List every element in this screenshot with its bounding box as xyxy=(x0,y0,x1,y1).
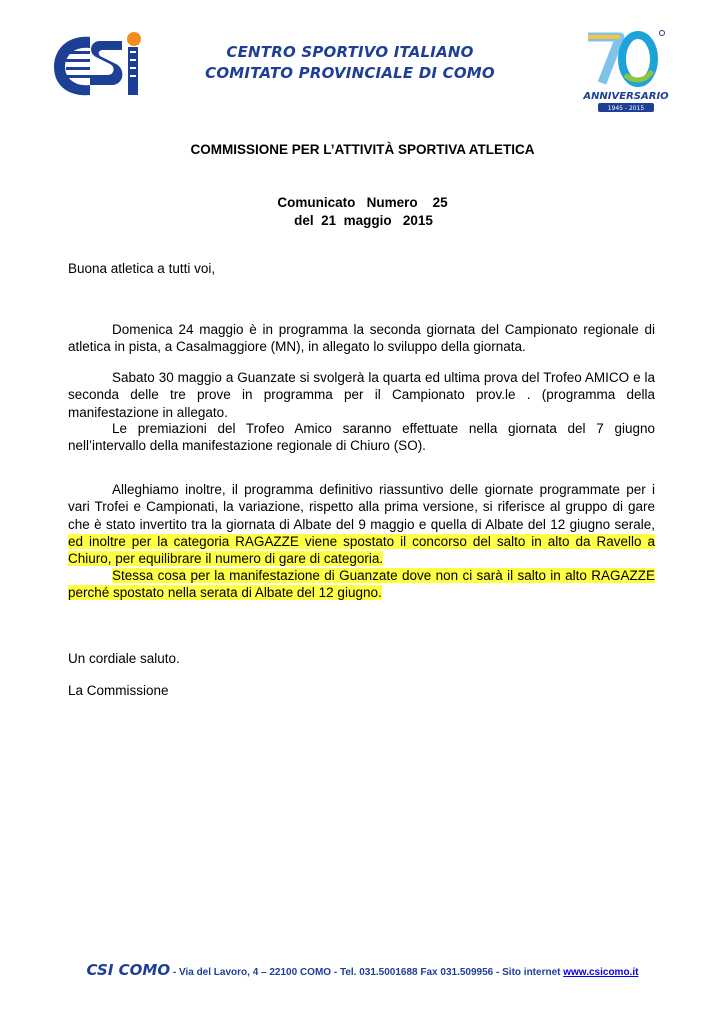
closing: Un cordiale saluto. xyxy=(68,651,180,666)
paragraph-3: Le premiazioni del Trofeo Amico saranno effettuate nella giornata del 7 giugno nell’intervallo della manifestazione regionale di Chiuro (SO). xyxy=(68,421,655,454)
paragraph-5-highlight: Stessa cosa per la manifestazione di Guanzate dove non ci sarà il salto in alto RAGAZZE perché spostato nella serata di Albate del 12 giugno. xyxy=(68,568,655,601)
commission-title: COMMISSIONE PER L’ATTIVITÀ SPORTIVA ATLETICA xyxy=(190,142,535,157)
comunicato-heading xyxy=(0,194,725,230)
comunicato-date: del 21 maggio 2015 xyxy=(294,213,433,228)
anniversary-logo xyxy=(580,25,672,117)
paragraph-4 xyxy=(68,481,655,567)
csi-logo xyxy=(50,31,150,101)
footer-brand: CSI COMO xyxy=(86,961,171,979)
anniversary-label: ANNIVERSARIO xyxy=(583,91,669,102)
comunicato-number: Comunicato Numero 25 xyxy=(277,195,448,210)
header-title-line2: COMITATO PROVINCIALE DI COMO xyxy=(205,64,495,82)
paragraph-4-text: Alleghiamo inoltre, il programma definitivo riassuntivo delle giornate programmate per i vari Trofei e Campionati, la variazione, rispetto alla prima versione, si riferisce al gruppo di gare che è stato invertito tra la giornata di Albate del 9 maggio e quella di Albate del 12 giugno serale, xyxy=(68,482,655,532)
greeting: Buona atletica a tutti voi, xyxy=(68,261,216,276)
footer-address-text: - Via del Lavoro, 4 – 22100 COMO - Tel. 031.5001688 Fax 031.509956 - Sito internet xyxy=(170,967,564,978)
anniversary-years: 1945 - 2015 xyxy=(607,105,645,112)
footer xyxy=(0,961,725,980)
signature: La Commissione xyxy=(68,683,169,698)
paragraph-4-highlight: ed inoltre per la categoria RAGAZZE viene spostato il concorso del salto in alto da Ravello a Chiuro, per equilibrare il numero di gare di categoria. xyxy=(68,533,655,567)
footer-website-link[interactable]: www.csicomo.it xyxy=(563,967,639,978)
header-titles xyxy=(200,42,500,84)
footer-address xyxy=(170,967,638,978)
paragraph-5 xyxy=(68,567,655,602)
paragraph-1: Domenica 24 maggio è in programma la seconda giornata del Campionato regionale di atletica in pista, a Casalmaggiore (MN), in allegato lo sviluppo della giornata. xyxy=(68,322,655,355)
paragraph-2: Sabato 30 maggio a Guanzate si svolgerà la quarta ed ultima prova del Trofeo AMICO e la seconda delle tre prove in programma per il Campionato prov.le . (programma della manifestazione in allegato. xyxy=(68,370,655,420)
header-title-line1: CENTRO SPORTIVO ITALIANO xyxy=(226,43,474,61)
